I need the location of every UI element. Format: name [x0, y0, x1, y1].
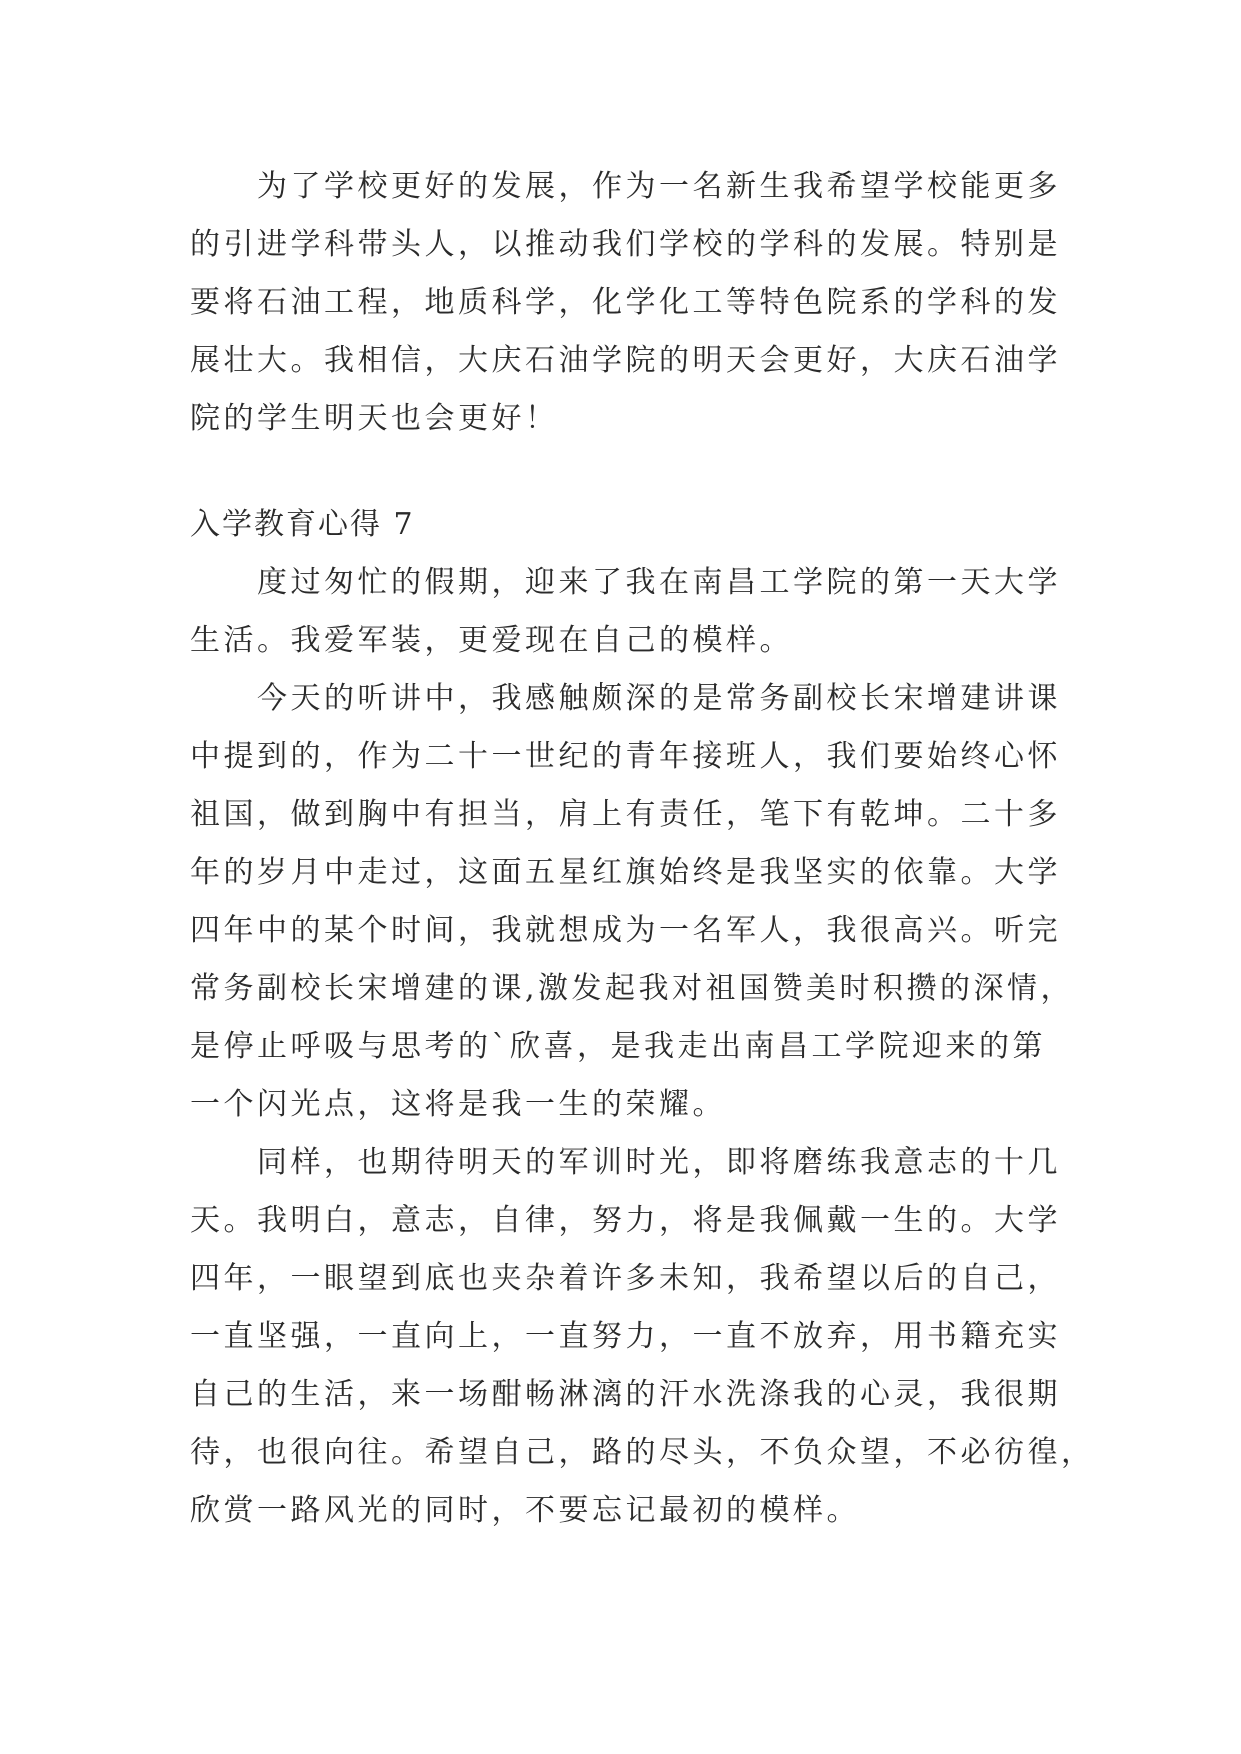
text-line: 生活。我爱军装，更爱现在自己的模样。 [190, 623, 793, 658]
text-line: 待，也很向往。希望自己，路的尽头，不负众望，不必彷徨， [190, 1435, 1095, 1470]
text-line: 今天的听讲中，我感触颇深的是常务副校长宋增建讲课 [257, 681, 1061, 716]
text-line: 天。我明白，意志，自律，努力，将是我佩戴一生的。大学 [190, 1203, 1061, 1238]
text-line: 要将石油工程，地质科学，化学化工等特色院系的学科的发 [190, 285, 1061, 320]
text-line: 四年，一眼望到底也夹杂着许多未知，我希望以后的自己， [190, 1261, 1061, 1296]
text-line: 中提到的，作为二十一世纪的青年接班人，我们要始终心怀 [190, 739, 1061, 774]
text-line: 为了学校更好的发展，作为一名新生我希望学校能更多 [257, 169, 1061, 204]
text-line: 院的学生明天也会更好！ [190, 401, 559, 436]
text-line: 度过匆忙的假期，迎来了我在南昌工学院的第一天大学 [257, 565, 1061, 600]
section-heading: 入学教育心得 7 [190, 507, 415, 542]
text-line: 自己的生活，来一场酣畅淋漓的汗水洗涤我的心灵，我很期 [190, 1377, 1061, 1412]
text-line: 是停止呼吸与思考的`欣喜，是我走出南昌工学院迎来的第 [190, 1029, 1046, 1064]
text-line: 一个闪光点，这将是我一生的荣耀。 [190, 1087, 726, 1122]
document-body [190, 158, 1095, 1540]
text-line: 展壮大。我相信，大庆石油学院的明天会更好，大庆石油学 [190, 343, 1061, 378]
paragraph-1 [190, 158, 1060, 448]
paragraph-2 [190, 554, 1060, 670]
paragraph-3 [190, 670, 1075, 1134]
text-line: 的引进学科带头人，以推动我们学校的学科的发展。特别是 [190, 227, 1061, 262]
text-line: 一直坚强，一直向上，一直努力，一直不放弃，用书籍充实 [190, 1319, 1061, 1354]
paragraph-4 [190, 1134, 1095, 1540]
text-line: 欣赏一路风光的同时，不要忘记最初的模样。 [190, 1493, 860, 1528]
text-line: 同样，也期待明天的军训时光，即将磨练我意志的十几 [257, 1145, 1061, 1180]
text-line: 祖国，做到胸中有担当，肩上有责任，笔下有乾坤。二十多 [190, 797, 1061, 832]
text-line: 四年中的某个时间，我就想成为一名军人，我很高兴。听完 [190, 913, 1061, 948]
text-line: 年的岁月中走过，这面五星红旗始终是我坚实的依靠。大学 [190, 855, 1061, 890]
text-line: 常务副校长宋增建的课,激发起我对祖国赞美时积攒的深情， [190, 971, 1075, 1006]
